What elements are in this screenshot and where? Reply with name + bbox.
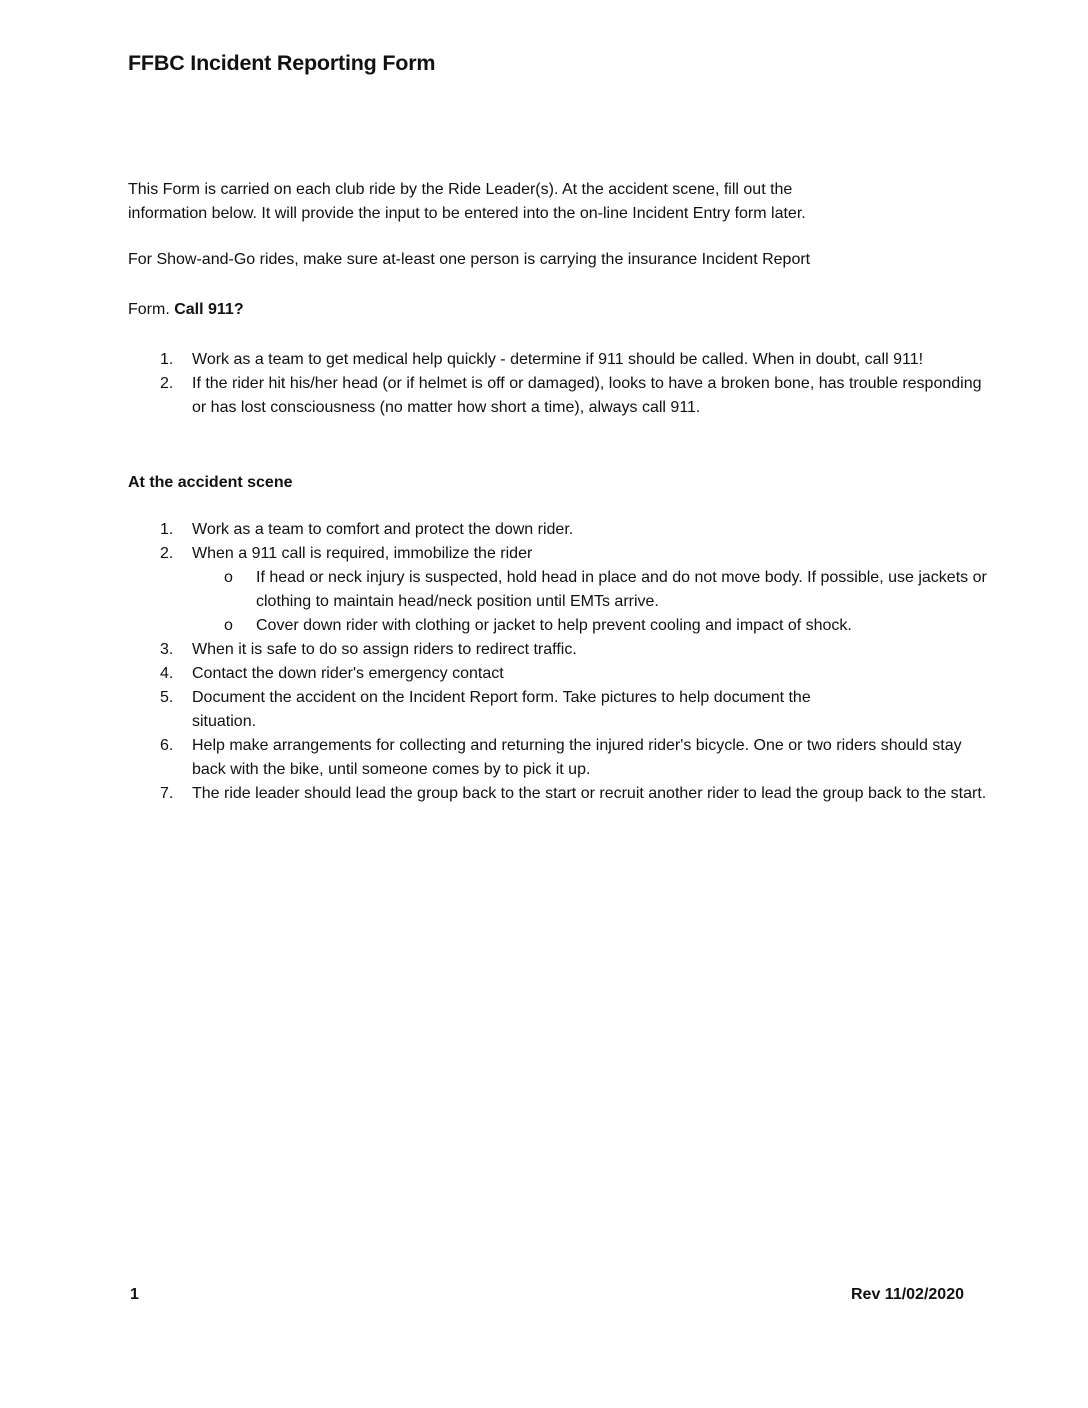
list-item-text: When it is safe to do so assign riders to redirect traffic.: [192, 641, 577, 658]
list-item-text: If the rider hit his/her head (or if helmet is off or damaged), looks to have a broken bone, has trouble responding or has lost consciousness (no matter how short a time), always call 911.: [192, 375, 982, 416]
list-item: [128, 686, 988, 734]
list-item-number: 6.: [160, 737, 174, 754]
list-item-number: 7.: [160, 785, 174, 802]
form-prefix: Form.: [128, 301, 175, 318]
list-item-number: 1.: [160, 351, 174, 368]
show-and-go-paragraph: For Show-and-Go rides, make sure at-least one person is carrying the insurance Incident Report: [128, 251, 811, 268]
intro-paragraph-line-2: information below. It will provide the input to be entered into the on-line Incident Entry form later.: [128, 205, 806, 222]
list-item-number: 5.: [160, 689, 174, 706]
list-item-text: Help make arrangements for collecting and returning the injured rider's bicycle. One or two riders should stay back with the bike, until someone comes by to pick it up.: [192, 737, 962, 778]
list-item: [128, 782, 988, 806]
list-item: [128, 638, 988, 662]
accident-scene-heading: At the accident scene: [128, 474, 293, 491]
list-item-text: Document the accident on the Incident Report form. Take pictures to help document the situation.: [192, 689, 811, 730]
list-item: [128, 662, 988, 686]
list-item: [128, 542, 988, 638]
list-item-number: 1.: [160, 521, 174, 538]
list-item-number: 2.: [160, 375, 174, 392]
accident-scene-list: [128, 518, 988, 806]
list-item-number: 2.: [160, 545, 174, 562]
intro-paragraph-line-1: This Form is carried on each club ride by the Ride Leader(s). At the accident scene, fill out the: [128, 181, 793, 198]
call-911-list: [128, 348, 988, 420]
call-911-heading: Call 911?: [174, 301, 244, 318]
sub-list-item: [192, 614, 988, 638]
page-title: FFBC Incident Reporting Form: [128, 51, 436, 75]
sub-list-item: [192, 566, 988, 614]
revision-date: Rev 11/02/2020: [851, 1286, 964, 1303]
list-item-text: Contact the down rider's emergency contact: [192, 665, 504, 682]
list-item-text: Work as a team to comfort and protect the down rider.: [192, 521, 574, 538]
list-item: [128, 518, 988, 542]
page-number: 1: [130, 1286, 139, 1303]
list-item-number: 3.: [160, 641, 174, 658]
list-item-text: The ride leader should lead the group back to the start or recruit another rider to lead the group back to the start.: [192, 785, 987, 802]
call-911-line: [128, 298, 244, 322]
list-item-text: When a 911 call is required, immobilize the rider: [192, 545, 533, 562]
bullet-icon: o: [224, 569, 233, 586]
list-item: [128, 734, 988, 782]
list-item-number: 4.: [160, 665, 174, 682]
list-item-text: Work as a team to get medical help quickly - determine if 911 should be called. When in doubt, call 911!: [192, 351, 924, 368]
sub-list-item-text: If head or neck injury is suspected, hold head in place and do not move body. If possible, use jackets or clothing to maintain head/neck position until EMTs arrive.: [256, 569, 987, 610]
immobilize-sub-list: [192, 566, 988, 638]
sub-list-item-text: Cover down rider with clothing or jacket to help prevent cooling and impact of shock.: [256, 617, 852, 634]
bullet-icon: o: [224, 617, 233, 634]
list-item: [128, 372, 988, 420]
list-item: [128, 348, 988, 372]
